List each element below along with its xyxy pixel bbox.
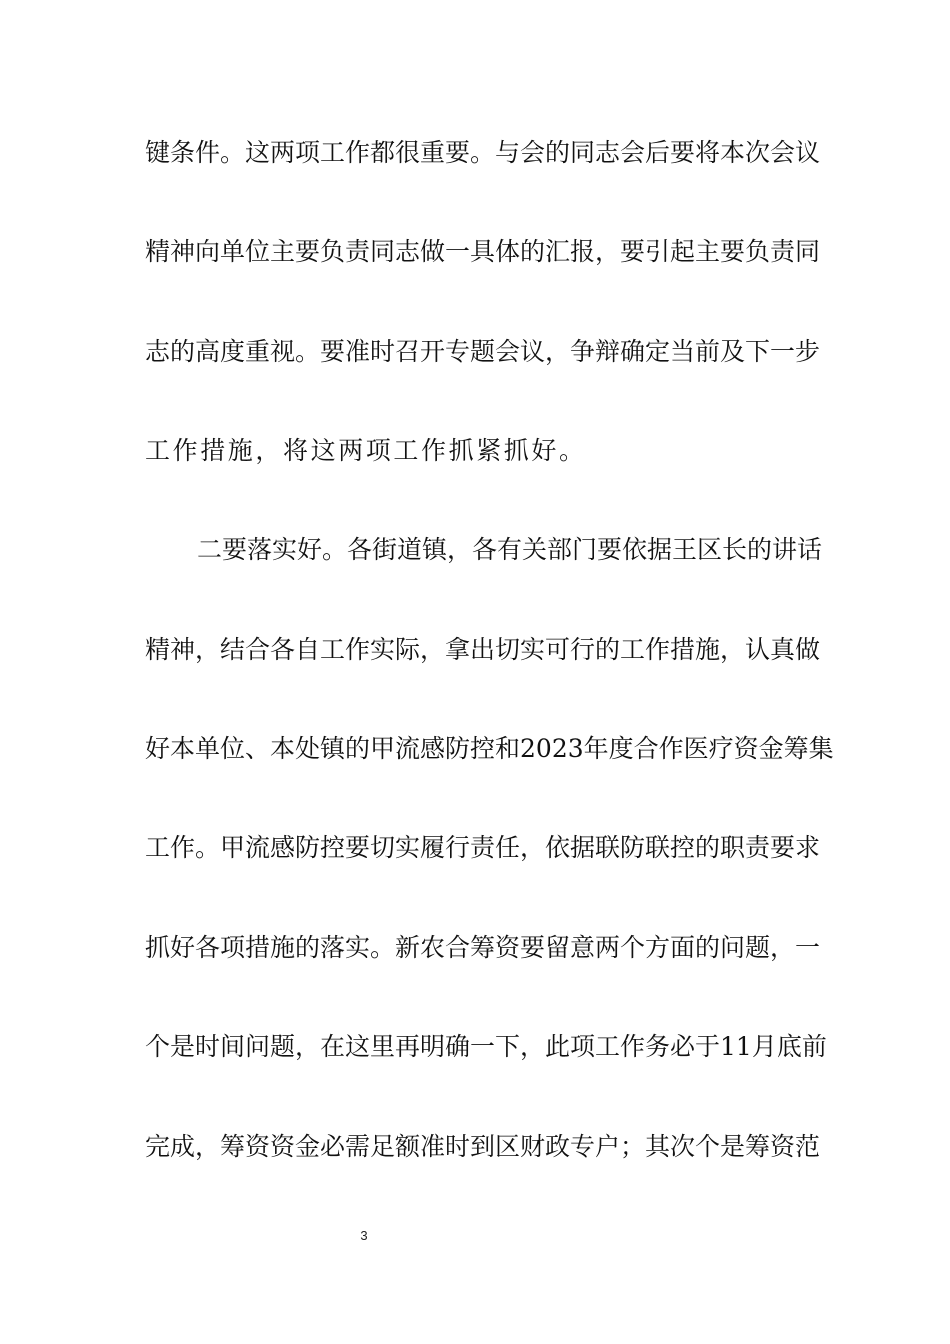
paragraph-2-first-line: 二要落实好。各街道镇，各有关部门要依据王区长的讲话 — [197, 535, 823, 564]
text-line-6: 精神，结合各自工作实际，拿出切实可行的工作措施，认真做 — [145, 635, 821, 664]
text-line-2: 精神向单位主要负责同志做一具体的汇报，要引起主要负责同 — [145, 237, 821, 266]
text-line-7: 好本单位、本处镇的甲流感防控和2023年度合作医疗资金筹集 — [145, 734, 834, 763]
text-line-4: 工作措施，将这两项工作抓紧抓好。 — [145, 436, 587, 465]
text-line-3: 志的高度重视。要准时召开专题会议，争辩确定当前及下一步 — [145, 337, 821, 366]
text-line-10: 个是时间问题，在这里再明确一下，此项工作务必于11月底前 — [145, 1032, 827, 1061]
text-line-1: 键条件。这两项工作都很重要。与会的同志会后要将本次会议 — [145, 138, 821, 167]
page-number: 3 — [360, 1228, 368, 1243]
text-line-11: 完成，筹资资金必需足额准时到区财政专户；其次个是筹资范 — [145, 1132, 821, 1161]
text-line-9: 抓好各项措施的落实。新农合筹资要留意两个方面的问题，一 — [145, 933, 821, 962]
text-line-8: 工作。甲流感防控要切实履行责任，依据联防联控的职责要求 — [145, 833, 821, 862]
